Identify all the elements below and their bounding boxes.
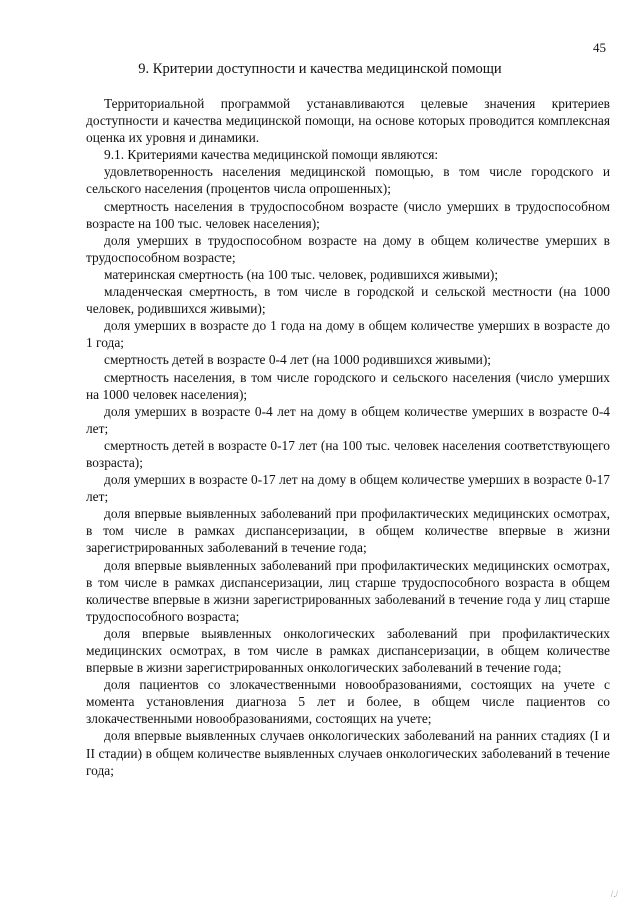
list-item: доля умерших в возрасте 0-4 лет на дому в общем количестве умерших в возрасте 0-4 лет; bbox=[86, 403, 610, 436]
list-item: доля впервые выявленных заболеваний при профилактических медицинских осмотрах, в том числе в рамках диспансеризации, лиц старше трудоспособного возраста в общем количестве впервые в жизни зарегистрированных заболеваний в течение года у лиц старше трудоспособного возраста; bbox=[86, 557, 610, 624]
list-item: доля пациентов со злокачественными новообразованиями, состоящих на учете с момента установления диагноза 5 лет и более, в общем числе пациентов со злокачественными новообразованиями, состоящих на учете; bbox=[86, 677, 610, 727]
page-number: 45 bbox=[593, 40, 606, 55]
list-item: материнская смертность (на 100 тыс. человек, родившихся живыми); bbox=[104, 266, 499, 282]
paragraph-intro: Территориальной программой устанавливаются целевые значения критериев доступности и качества медицинской помощи, на основе которых проводится комплексная оценка их уровня и динамики. bbox=[86, 96, 610, 146]
list-item: доля впервые выявленных онкологических заболеваний при профилактических медицинских осмотрах, в том числе в рамках диспансеризации, в общем количестве впервые в жизни зарегистрированных онкологических заболеваний в течение года; bbox=[86, 625, 610, 676]
list-item: доля впервые выявленных заболеваний при профилактических медицинских осмотрах, в том числе в рамках диспансеризации, в общем количестве впервые в жизни зарегистрированных заболеваний в течение года; bbox=[86, 506, 610, 556]
list-item: младенческая смертность, в том числе в городской и сельской местности (на 1000 человек, родившихся живыми); bbox=[86, 284, 610, 317]
list-item: доля умерших в трудоспособном возрасте на дому в общем количестве умерших в трудоспособном возрасте; bbox=[86, 232, 610, 265]
list-item: доля умерших в возрасте до 1 года на дому в общем количестве умерших в возрасте до 1 года; bbox=[86, 318, 610, 351]
section-title: 9. Критерии доступности и качества медицинской помощи bbox=[138, 61, 502, 77]
list-item: смертность детей в возрасте 0-4 лет (на 1000 родившихся живыми); bbox=[104, 352, 492, 368]
corner-mark: /./ bbox=[610, 889, 618, 899]
list-item: доля впервые выявленных случаев онкологических заболеваний на ранних стадиях (I и II стадии) в общем количестве выявленных случаев онкологических заболеваний в течение года; bbox=[86, 728, 610, 778]
list-item: смертность населения, в том числе городского и сельского населения (число умерших на 1000 человек населения); bbox=[86, 369, 610, 402]
list-item: смертность населения в трудоспособном возрасте (число умерших в трудоспособном возрасте на 100 тыс. человек населения); bbox=[86, 198, 610, 231]
body-text bbox=[86, 95, 610, 779]
list-item: доля умерших в возрасте 0-17 лет на дому в общем количестве умерших в возрасте 0-17 лет; bbox=[86, 472, 610, 505]
paragraph-criteria-heading: 9.1. Критериями качества медицинской помощи являются: bbox=[104, 147, 439, 163]
list-item: смертность детей в возрасте 0-17 лет (на 100 тыс. человек населения соответствующего возраста); bbox=[86, 437, 610, 470]
list-item: удовлетворенность населения медицинской помощью, в том числе городского и сельского населения (процентов числа опрошенных); bbox=[86, 164, 610, 197]
